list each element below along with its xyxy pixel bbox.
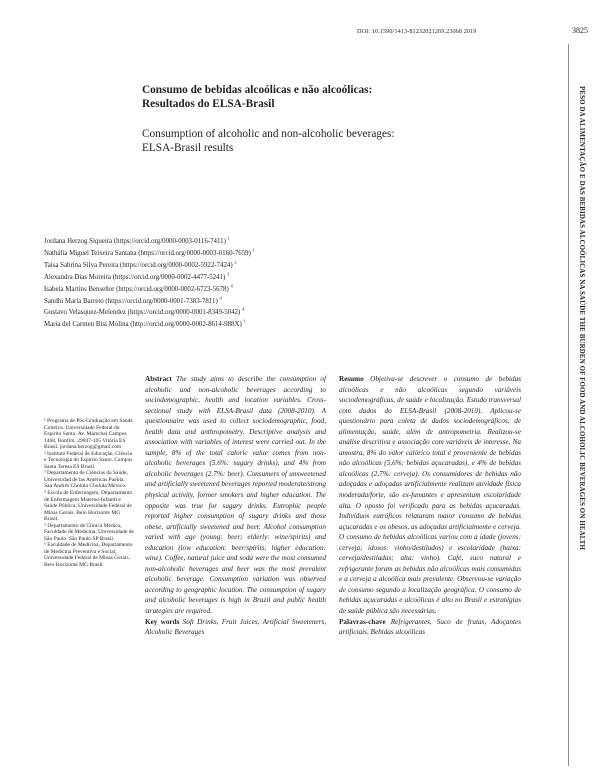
author: Nathália Miguel Teixeira Santana (https://orcid.org/0000-0003-0160-7659) $^1$ bbox=[44, 247, 255, 257]
author: Jordana Herzog Siqueira (https://orcid.org/0000-0003-0116-7411) $^1$ bbox=[44, 235, 230, 245]
affiliation: ³ Departamento de Ciências da Saúde, Universidad de las Américas Puebla. San Andrés Cholula Cholula México. bbox=[44, 470, 128, 490]
palavras-chave-text: Refrigerantes, Suco de frutas, Adoçantes artificiais, Bebidas alcoólicas bbox=[339, 617, 521, 637]
title-en-line-1: Consumption of alcoholic and non-alcoholic beverages: bbox=[142, 128, 395, 140]
affiliation: ⁴ Escola de Enfermagem, Departamento de Enfermagem Materno-Infantil e Saúde Pública, Universidade Federal de Minas Gerais. Belo Horizonte MG Brasil. bbox=[44, 490, 133, 523]
page-number: 3825 bbox=[572, 26, 588, 35]
abstract-english bbox=[145, 374, 326, 638]
author: Gustavo Velasquez-Melendez (https://orcid.org/0000-0001-8349-5042) $^4$ bbox=[44, 307, 245, 317]
keywords-label: Key words bbox=[145, 617, 180, 626]
abstract-paragraph bbox=[145, 374, 326, 617]
abstract-label: Abstract bbox=[145, 375, 172, 383]
running-title: PESO DA ALIMENTAÇÃO E DAS BEBIDAS ALCOÓLICAS NA SAÚDE THE BURDEN OF FOOD AND ALCOHOLIC BEVERAGES ON HEALTH bbox=[578, 86, 585, 551]
affiliation: ⁶ Faculdade de Medicina, Departamento de Medicina Preventiva e Social, Universidade Federal de Minas Gerais. Belo Horizonte MG Brasil. bbox=[44, 542, 133, 569]
affiliation: ² Instituto Federal de Educação, Ciência e Tecnologia do Espírito Santo. Campus Santa Teresa ES Brasil. bbox=[44, 450, 133, 470]
keywords bbox=[145, 617, 326, 638]
author: Sandhi Maria Barreto (https://orcid.org/0000-0001-7383-7811) $^4$ bbox=[44, 295, 222, 305]
affiliation: ⁵ Departamento de Clínica Médica, Faculdade de Medicina, Universidade de São Paulo. São Paulo SP Brasil. bbox=[44, 522, 134, 542]
resumo-paragraph bbox=[339, 374, 521, 617]
resumo-text: Objetiva-se descrever o consumo de bebidas alcoólicas e não alcoólicas segundo variáveis sociodemográficas, de saúde e localização. Estudo transversal com dados do ELSA-Brasil (2008-2010). Aplicou-se questionário para coleta de dados sociodemográficos, de alimentação, saúde, além de antropometria. Realizou-se análise descritiva e associação com variáveis de interesse. Na amostra, 8% do valor calórico total é proveniente de bebidas não alcoólicas (5,6%: bebidas açucaradas), e 4% de bebidas alcoólicas (2,7%: cerveja). Os consumidores de bebidas não adoçadas e adoçadas artificialmente realizam atividade física moderada/forte, são ex-fumantes e apresentam escolaridade alta. O oposto foi verificado para as bebidas açucaradas. Indivíduos eutróficos relataram maior consumo de bebidas açucaradas e os obesos, as adoçadas artificialmente e cerveja. O consumo de bebidas alcoólicas variou com a idade (jovens: cerveja; idosos: vinho/destilados) e escolaridade (baixa: cerveja/destiladas; alta: vinho). Café, suco natural e refrigerante foram as bebidas não alcoólicas mais consumidas e a cerveja a alcoólica mais prevalente. Observou-se variação de consumo segundo a localização geográfica. O consumo de bebidas açucaradas e alcoólicas é alto no Brasil e estratégias de saúde pública são necessárias. bbox=[339, 375, 521, 616]
title-en-line-2: ELSA-Brasil results bbox=[142, 141, 234, 154]
abstract-text: The study aims to describe the consumption of alcoholic and non-alcoholic beverages according to sociodemographic, health and location variables. Cross-sectional study with ELSA-Brasil data (2008-2010). A questionnaire was used to collect sociodemographic, food, health data and anthropometry. Descriptive analysis and association with variables of interest were carried out. In the sample, 8% of the total caloric value comes from non-alcoholic beverages (5.6%: sugary drinks), and 4% from alcoholic beverages (2.7%: beer). Consumers of unsweetened and artificially sweetened beverages reported moderate/strong physical activity, former smokers and higher education. The opposite was true for sugary drinks. Eutrophic people reported higher consumption of sugary drinks and those obese, artificially sweetened and beer. Alcohol consumption varied with age (young: beer; elderly: wine/spirits) and education (low education: beer/spirits; higher education: wine). Coffee, natural juice and soda were the most consumed non-alcoholic beverages and beer was the most prevalent alcoholic beverage. Consumption variation was observed according to geographic location. The consumption of sugary and alcoholic beverages is high in Brazil and public health strategies are required. bbox=[145, 375, 327, 616]
affiliations bbox=[44, 418, 134, 569]
palavras-chave-label: Palavras-chave bbox=[339, 617, 386, 626]
margin-rule bbox=[568, 44, 569, 766]
article-title-english bbox=[142, 128, 462, 155]
author: Maria del Carmen Bisi Molina (http://orcid.org/0000-0002-8614-988X) $^1$ bbox=[44, 319, 246, 329]
palavras-chave bbox=[339, 617, 521, 638]
article-title-portuguese bbox=[142, 84, 442, 111]
author: Taísa Sabrina Silva Pereira (https://orcid.org/0000-0002-5922-7424) $^2$ bbox=[44, 259, 237, 269]
title-pt-line-2: Resultados do ELSA-Brasil bbox=[142, 97, 275, 110]
doi: DOI: 10.1590/1413-81232021269.23068 2019 bbox=[357, 28, 477, 35]
title-pt-line-1: Consumo de bebidas alcoólicas e não alcoólicas: bbox=[142, 84, 373, 96]
author-list bbox=[44, 236, 404, 331]
author: Isabela Martins Benseñor (https://orcid.org/0000-0002-6723-5678) $^4$ bbox=[44, 283, 233, 293]
resumo-label: Resumo bbox=[339, 375, 364, 383]
author: Alexandra Dias Moreira (https://orcid.org/0000-0002-4477-5241) $^3$ bbox=[44, 271, 230, 281]
abstract-portuguese bbox=[339, 374, 521, 638]
affiliation: ¹ Programa de Pós-Graduação em Saúde Coletiva. Universidade Federal do Espírito Santo. Av. Marechal Campos 1468, Bonfim. 29047-105 Vitória ES Brasil. jordana.herzog@gmail.com bbox=[44, 418, 133, 451]
keywords-text: Soft Drinks, Fruit Juices, Artificial Sweeteners, Alcoholic Beverages bbox=[145, 617, 326, 637]
